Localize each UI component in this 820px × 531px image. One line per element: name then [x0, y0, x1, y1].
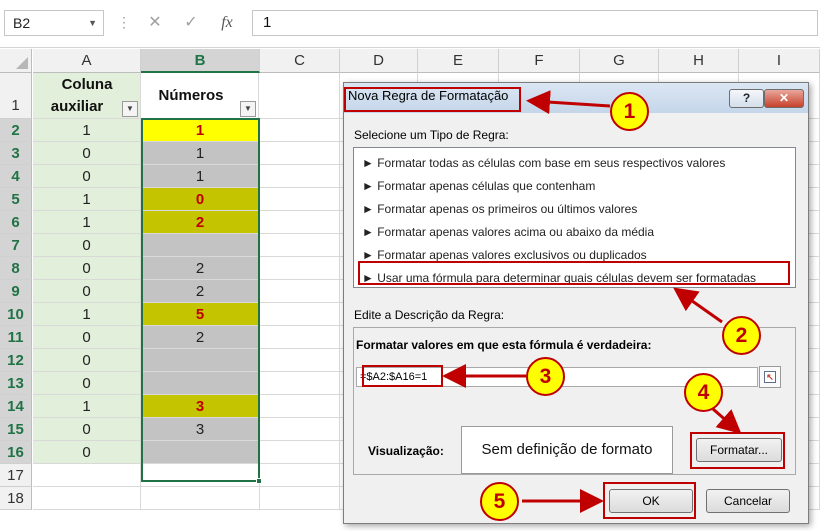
- new-formatting-rule-dialog: [343, 82, 809, 524]
- empty-cell[interactable]: [260, 441, 340, 464]
- column-header-h[interactable]: H: [659, 49, 739, 73]
- rule-type-item[interactable]: ► Formatar apenas células que contenham: [362, 179, 596, 193]
- help-button[interactable]: ?: [729, 89, 764, 108]
- cell-a8[interactable]: 0: [33, 257, 141, 280]
- dialog-title: Nova Regra de Formatação: [348, 88, 509, 103]
- row-header-8[interactable]: 8: [0, 257, 32, 280]
- row-header-11[interactable]: 11: [0, 326, 32, 349]
- cell-b16[interactable]: [141, 441, 260, 464]
- empty-cell[interactable]: [260, 119, 340, 142]
- formula-bar-dots-icon: ⋮: [117, 14, 131, 30]
- rule-type-item[interactable]: ► Formatar apenas valores acima ou abaixo da média: [362, 225, 655, 239]
- empty-cell[interactable]: [260, 418, 340, 441]
- cell-a7[interactable]: 0: [33, 234, 141, 257]
- name-box[interactable]: [4, 10, 104, 36]
- cell-a3[interactable]: 0: [33, 142, 141, 165]
- column-header-g[interactable]: G: [580, 49, 659, 73]
- cell-b2[interactable]: 1: [141, 119, 260, 142]
- row-header-16[interactable]: 16: [0, 441, 32, 464]
- empty-cell[interactable]: [260, 142, 340, 165]
- cell-a13[interactable]: 0: [33, 372, 141, 395]
- row-header-5[interactable]: 5: [0, 188, 32, 211]
- select-all-corner[interactable]: [0, 49, 32, 73]
- column-header-c[interactable]: C: [260, 49, 340, 73]
- empty-cell[interactable]: [260, 165, 340, 188]
- row-header-9[interactable]: 9: [0, 280, 32, 303]
- row-header-12[interactable]: 12: [0, 349, 32, 372]
- row-header-17[interactable]: 17: [0, 464, 32, 487]
- empty-cell[interactable]: [260, 303, 340, 326]
- callout-3: 3: [526, 357, 565, 396]
- filter-dropdown-icon[interactable]: ▼: [122, 101, 138, 117]
- header-a-line1: Coluna: [61, 76, 113, 93]
- range-select-icon: ↖: [764, 371, 776, 383]
- header-b-label: Números: [158, 87, 224, 104]
- cell-b5[interactable]: 0: [141, 188, 260, 211]
- cell-a10[interactable]: 1: [33, 303, 141, 326]
- format-preview: Sem definição de formato: [461, 426, 673, 474]
- cell-b14[interactable]: 3: [141, 395, 260, 418]
- column-header-a[interactable]: A: [33, 49, 141, 73]
- callout-5: 5: [480, 482, 519, 521]
- ok-button[interactable]: OK: [609, 489, 693, 513]
- cell-a5[interactable]: 1: [33, 188, 141, 211]
- row-header-1[interactable]: 1: [0, 73, 32, 119]
- row-header-7[interactable]: 7: [0, 234, 32, 257]
- empty-cell[interactable]: [141, 464, 260, 487]
- header-a-line2: auxiliar: [50, 98, 104, 115]
- cancel-entry-icon[interactable]: ✕: [148, 14, 162, 31]
- column-header-i[interactable]: I: [739, 49, 820, 73]
- callout-2: 2: [722, 316, 761, 355]
- empty-cell[interactable]: [260, 487, 340, 510]
- row-header-13[interactable]: 13: [0, 372, 32, 395]
- empty-cell[interactable]: [260, 395, 340, 418]
- empty-cell[interactable]: [260, 326, 340, 349]
- cell-a16[interactable]: 0: [33, 441, 141, 464]
- filter-dropdown-icon[interactable]: ▼: [240, 101, 256, 117]
- empty-cell[interactable]: [260, 349, 340, 372]
- row-header-14[interactable]: 14: [0, 395, 32, 418]
- rule-type-list: [353, 147, 796, 288]
- cell-a9[interactable]: 0: [33, 280, 141, 303]
- empty-cell[interactable]: [260, 372, 340, 395]
- column-header-d[interactable]: D: [340, 49, 418, 73]
- cell-b3[interactable]: 1: [141, 142, 260, 165]
- cell-b7[interactable]: [141, 234, 260, 257]
- rule-formula-input[interactable]: =$A2:$A16=1: [356, 367, 758, 387]
- rule-type-item[interactable]: ► Formatar apenas os primeiros ou últimos valores: [362, 202, 638, 216]
- column-header-b[interactable]: B: [141, 49, 260, 73]
- header-cell-b[interactable]: [141, 73, 259, 119]
- empty-cell[interactable]: [141, 487, 260, 510]
- name-box-value: B2: [13, 15, 31, 31]
- cell-b9[interactable]: 2: [141, 280, 260, 303]
- row-header-3[interactable]: 3: [0, 142, 32, 165]
- row-header-4[interactable]: 4: [0, 165, 32, 188]
- dialog-title-bar[interactable]: [344, 83, 808, 113]
- rule-type-item[interactable]: ► Formatar apenas valores exclusivos ou duplicados: [362, 248, 647, 262]
- row-header-6[interactable]: 6: [0, 211, 32, 234]
- cell-b8[interactable]: 2: [141, 257, 260, 280]
- cell-b10[interactable]: 5: [141, 303, 260, 326]
- cell-a4[interactable]: 0: [33, 165, 141, 188]
- row-header-10[interactable]: 10: [0, 303, 32, 326]
- callout-4: 4: [684, 373, 723, 412]
- empty-cell[interactable]: [33, 464, 141, 487]
- cell-a6[interactable]: 1: [33, 211, 141, 234]
- row-header-2[interactable]: 2: [0, 119, 32, 142]
- cancel-button[interactable]: Cancelar: [706, 489, 790, 513]
- preview-label: Visualização:: [368, 444, 444, 458]
- empty-cell[interactable]: [260, 211, 340, 234]
- rule-type-item[interactable]: ► Usar uma fórmula para determinar quais células devem ser formatadas: [362, 271, 757, 285]
- confirm-entry-icon[interactable]: ✓: [184, 14, 198, 31]
- insert-function-icon[interactable]: fx: [221, 14, 233, 31]
- empty-cell[interactable]: [260, 234, 340, 257]
- edit-rule-description-label: Edite a Descrição da Regra:: [354, 308, 505, 322]
- empty-cell[interactable]: [260, 280, 340, 303]
- cell-a14[interactable]: 1: [33, 395, 141, 418]
- format-button[interactable]: Formatar...: [696, 438, 782, 462]
- header-cell-a[interactable]: [33, 73, 141, 119]
- cell-b15[interactable]: 3: [141, 418, 260, 441]
- empty-cell[interactable]: [260, 188, 340, 211]
- empty-cell[interactable]: [33, 487, 141, 510]
- empty-cell[interactable]: [260, 73, 340, 119]
- name-box-dropdown-icon[interactable]: ▼: [88, 18, 97, 28]
- row-header-18[interactable]: 18: [0, 487, 32, 510]
- cell-b6[interactable]: 2: [141, 211, 260, 234]
- cell-a11[interactable]: 0: [33, 326, 141, 349]
- select-rule-type-label: Selecione um Tipo de Regra:: [354, 128, 509, 142]
- cell-b11[interactable]: 2: [141, 326, 260, 349]
- cell-b13[interactable]: [141, 372, 260, 395]
- cell-a15[interactable]: 0: [33, 418, 141, 441]
- empty-cell[interactable]: [260, 257, 340, 280]
- column-header-e[interactable]: E: [418, 49, 499, 73]
- formula-condition-label: Formatar valores em que esta fórmula é verdadeira:: [356, 338, 652, 352]
- row-header-15[interactable]: 15: [0, 418, 32, 441]
- column-header-f[interactable]: F: [499, 49, 580, 73]
- cell-a12[interactable]: 0: [33, 349, 141, 372]
- cell-b4[interactable]: 1: [141, 165, 260, 188]
- collapse-dialog-button[interactable]: [759, 366, 781, 388]
- formula-input[interactable]: 1: [252, 10, 818, 36]
- fill-handle[interactable]: [256, 478, 262, 484]
- cell-b12[interactable]: [141, 349, 260, 372]
- callout-1: 1: [610, 92, 649, 131]
- close-button[interactable]: ✕: [764, 89, 804, 108]
- empty-cell[interactable]: [260, 464, 340, 487]
- rule-type-item[interactable]: ► Formatar todas as células com base em seus respectivos valores: [362, 156, 726, 170]
- cell-a2[interactable]: 1: [33, 119, 141, 142]
